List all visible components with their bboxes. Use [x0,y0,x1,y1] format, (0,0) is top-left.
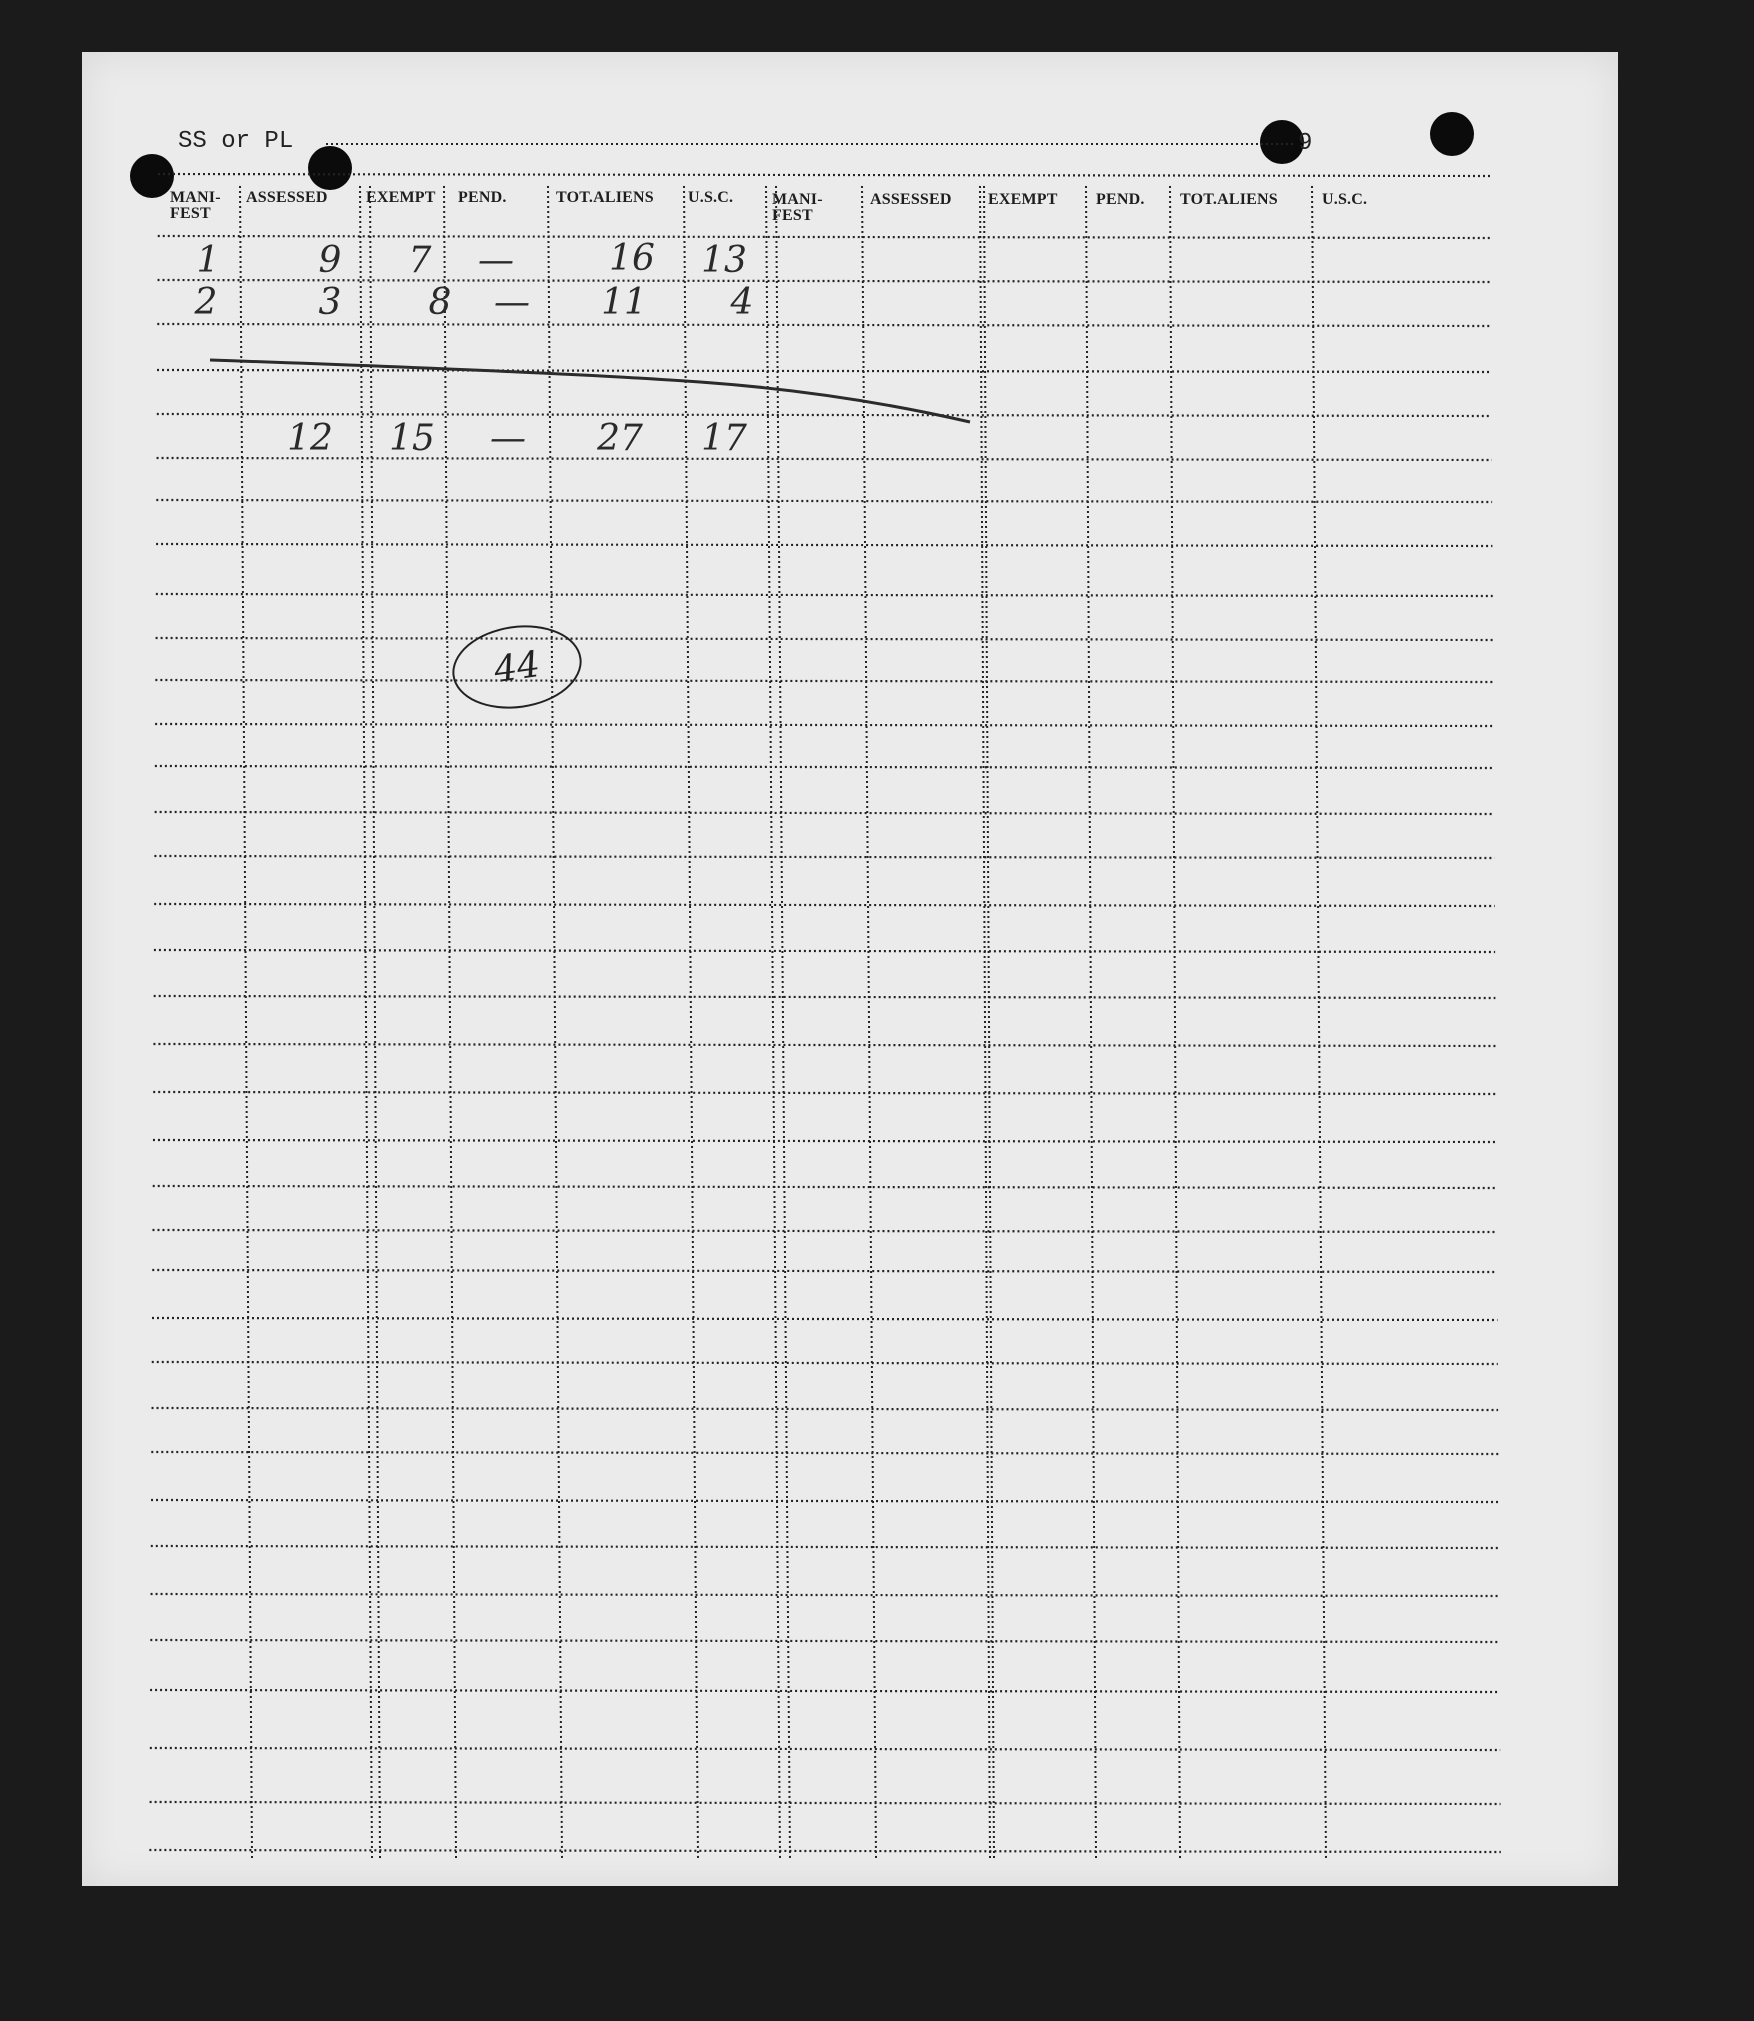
grid-row-line [153,1186,1497,1188]
col-head-manifest-2: MANI- FEST [772,191,823,224]
entry-pend: — [478,240,514,281]
grid-column-line [370,186,380,1858]
grid-row-line [153,1044,1495,1046]
col-head-exempt-2: EXEMPT [988,191,1058,208]
grid-column-line [862,186,876,1858]
entry-assessed: 9 [318,240,342,281]
entry-pend: — [494,282,530,323]
entry-usc: 13 [701,240,747,281]
col-head-pend: PEND. [458,189,507,206]
total-tot-aliens: 27 [597,418,643,459]
grid-row-line [153,1092,1496,1094]
grid-row-line [157,458,1492,460]
grid-row-line [156,594,1493,596]
grid-row-line [150,1748,1500,1750]
entry-manifest: 1 [196,240,220,281]
grid-row-line [156,544,1492,546]
col-head-tot-aliens: TOT.ALIENS [556,189,654,206]
col-head-pend-2: PEND. [1096,191,1145,208]
circled-grand-total-value: 44 [491,643,543,691]
grid-row-line [158,236,1491,238]
grid-row-line [154,856,1494,858]
grid-row-line [152,1270,1497,1272]
grid-row-line [151,1452,1498,1454]
grid-row-line [151,1546,1499,1548]
col-head-usc: U.S.C. [688,189,734,206]
entry-exempt: 7 [408,240,432,281]
grid-row-line [154,996,1496,998]
grid-row-line [155,812,1495,814]
grid-row-line [152,1362,1498,1364]
entry-assessed: 3 [318,282,342,323]
grid-column-line [548,186,562,1858]
grid-row-line [154,950,1495,952]
grid-row-line [157,370,1491,372]
grid-row-line [155,766,1494,768]
total-exempt: 15 [389,418,435,459]
col-head-usc-2: U.S.C. [1322,191,1368,208]
grid-column-line [1170,186,1180,1858]
grid-row-line [153,1140,1496,1142]
grid-column-line [360,186,372,1858]
col-head-manifest: MANI- FEST [170,189,221,222]
header-fragment: 9 [1298,130,1313,157]
col-head-assessed-2: ASSESSED [870,191,952,208]
grid-row-line [158,280,1491,282]
grid-row-line [155,680,1493,682]
grid-row-line [152,1230,1496,1232]
grid-row-line [158,174,1490,176]
grid-column-line [1312,186,1326,1858]
grid-row-line [157,414,1492,416]
grid-column-line [240,186,252,1858]
grid-row-line [155,724,1493,726]
col-head-exempt: EXEMPT [366,189,436,206]
grid-column-line [444,186,456,1858]
entry-tot-aliens: 16 [609,238,655,279]
grid-row-line [157,324,1491,326]
entry-tot-aliens: 11 [601,282,647,323]
grid-row-line [150,1640,1499,1642]
grid-row-line [156,638,1493,640]
grid-row-line [154,904,1495,906]
grid-column-line [1086,186,1096,1858]
entry-manifest: 2 [194,282,218,323]
grid-column-line [684,186,698,1858]
col-head-assessed: ASSESSED [246,189,328,206]
col-head-tot-aliens-2: TOT.ALIENS [1180,191,1278,208]
grid-row-line [150,1802,1501,1804]
total-assessed: 12 [287,418,333,459]
grid-row-line [152,1408,1499,1410]
entry-usc: 4 [730,282,754,323]
grid-row-line [150,1690,1500,1692]
total-pend: — [490,418,526,459]
total-usc: 17 [701,418,747,459]
grid-row-line [151,1500,1499,1502]
grid-row-line [151,1594,1500,1596]
entry-exempt: 8 [428,282,452,323]
grid-row-line [149,1850,1500,1852]
grid-row-line [156,500,1492,502]
grid-row-line [152,1318,1498,1320]
ss-or-pl-label: SS or PL [178,128,294,155]
